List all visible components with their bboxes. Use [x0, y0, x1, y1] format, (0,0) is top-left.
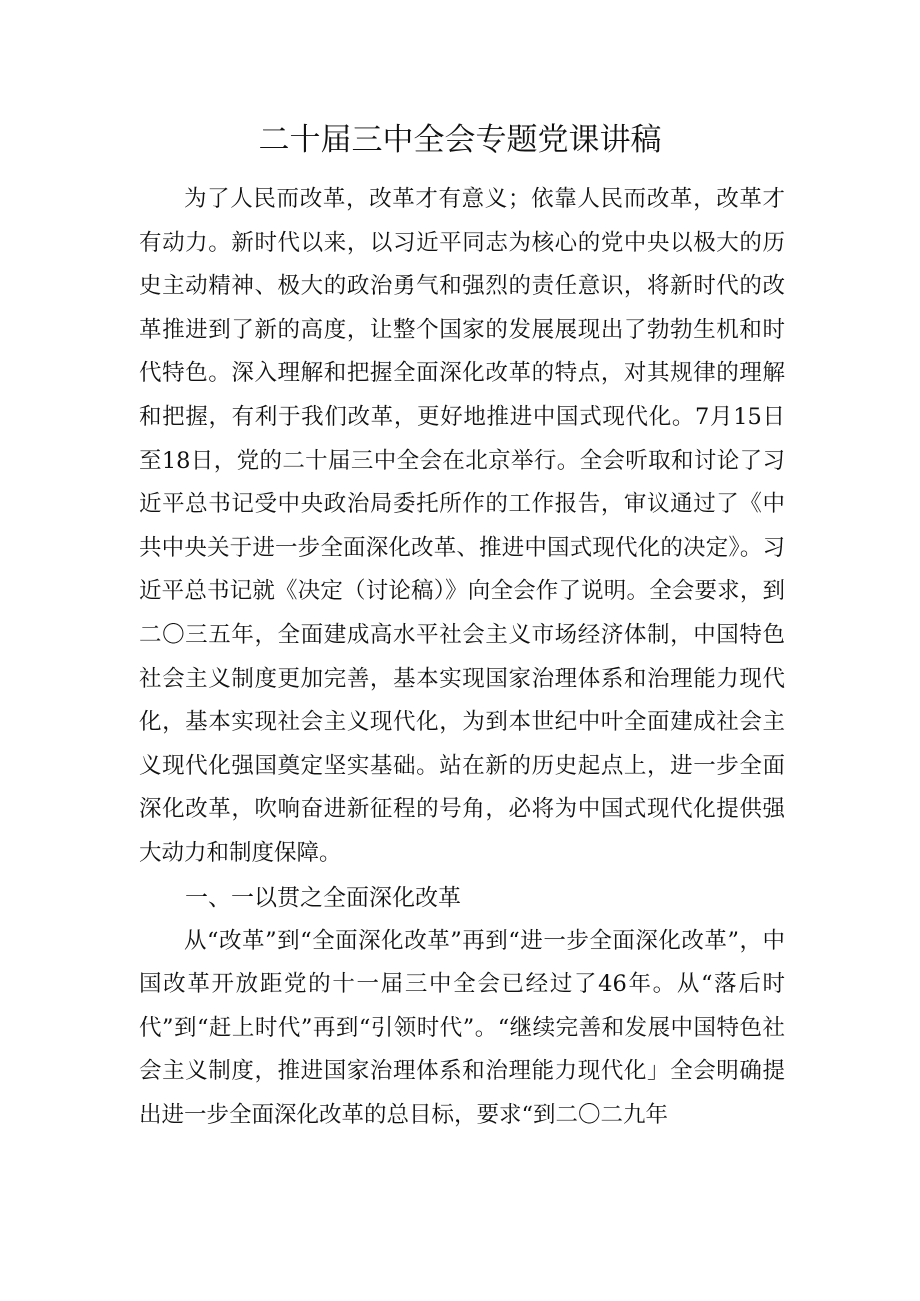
document-title: 二十届三中全会专题党课讲稿: [258, 122, 662, 158]
document-body: [139, 178, 785, 1137]
section-heading: 一、一以贯之全面深化改革: [185, 884, 461, 911]
section-paragraph: 从“改革”到“全面深化改革”再到“进一步全面深化改革”，中国改革开放距党的十一届三中全会已经过了46年。从“落后时代”到“赶上时代”再到“引领时代”。“继续完善和发展中国特色社会主义制度，推进国家治理体系和治理能力现代化」全会明确提出进一步全面深化改革的总目标，要求“到二〇二九年: [139, 927, 785, 1128]
intro-paragraph: 为了人民而改革，改革才有意义；依靠人民而改革，改革才有动力。新时代以来，以习近平同志为核心的党中央以极大的历史主动精神、极大的政治勇气和强烈的责任意识，将新时代的改革推进到了新的高度，让整个国家的发展展现出了勃勃生机和时代特色。深入理解和把握全面深化改革的特点，对其规律的理解和把握，有利于我们改革，更好地推进中国式现代化。7月15日至18日，党的二十届三中全会在北京举行。全会听取和讨论了习近平总书记受中央政治局委托所作的工作报告，审议通过了《中共中央关于进一步全面深化改革、推进中国式现代化的决定》。习近平总书记就《决定（讨论稿）》向全会作了说明。全会要求，到二〇三五年，全面建成高水平社会主义市场经济体制，中国特色社会主义制度更加完善，基本实现国家治理体系和治理能力现代化，基本实现社会主义现代化，为到本世纪中叶全面建成社会主义现代化强国奠定坚实基础。站在新的历史起点上，进一步全面深化改革，吹响奋进新征程的号角，必将为中国式现代化提供强大动力和制度保障。: [139, 186, 785, 866]
